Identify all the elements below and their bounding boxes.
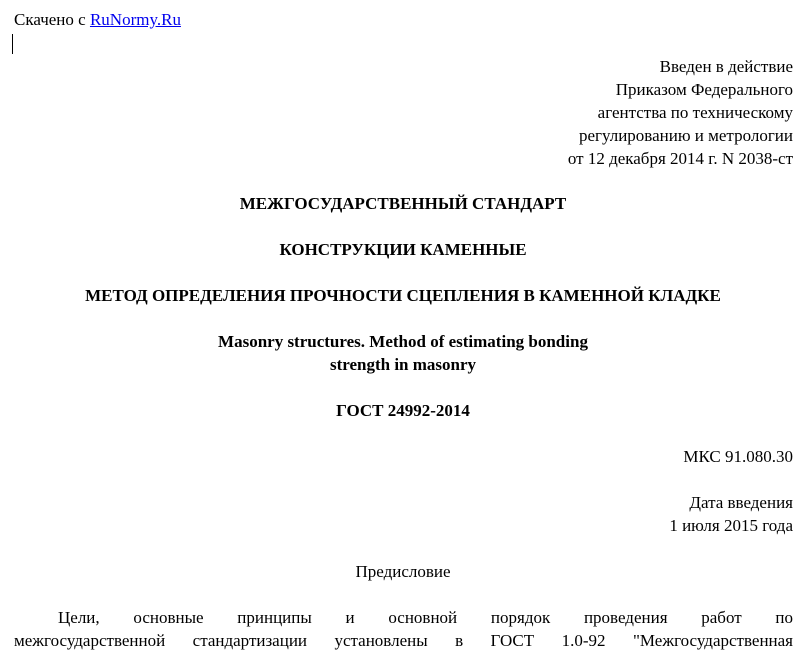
enactment-line-3: агентства по техническому — [597, 103, 793, 122]
foreword-text-2: межгосударственной стандартизации установлены в ГОСТ 1.0-92 "Межгосударственная — [14, 631, 793, 650]
runormy-link[interactable]: RuNormy.Ru — [89, 10, 181, 29]
english-title-line-1: Masonry structures. Method of estimating bonding — [218, 332, 588, 351]
english-title-line-2: strength in masonry — [329, 355, 477, 374]
enactment-line-1: Введен в действие — [659, 57, 793, 76]
download-prefix: Скачено с — [14, 10, 90, 29]
standard-subject-title: КОНСТРУКЦИИ КАМЕННЫЕ — [279, 240, 527, 259]
gost-code: ГОСТ 24992-2014 — [336, 401, 470, 420]
enactment-line-4: регулированию и метрологии — [578, 126, 793, 145]
standard-method-title: МЕТОД ОПРЕДЕЛЕНИЯ ПРОЧНОСТИ СЦЕПЛЕНИЯ В КАМЕННОЙ КЛАДКЕ — [85, 286, 721, 305]
foreword-heading: Предисловие — [355, 562, 451, 581]
standard-kind-title: МЕЖГОСУДАРСТВЕННЫЙ СТАНДАРТ — [239, 194, 567, 213]
mks-code: МКС 91.080.30 — [683, 447, 793, 466]
enactment-line-2: Приказом Федерального — [615, 80, 793, 99]
intro-date-value: 1 июля 2015 года — [669, 516, 793, 535]
intro-date-label: Дата введения — [689, 493, 793, 512]
text-cursor — [12, 34, 13, 54]
download-source — [14, 8, 181, 31]
enactment-line-5: от 12 декабря 2014 г. N 2038-ст — [567, 149, 793, 168]
foreword-paragraph-line-1 — [14, 606, 793, 629]
foreword-text-1: Цели, основные принципы и основной порядок проведения работ по — [58, 608, 793, 627]
foreword-paragraph-line-2 — [14, 629, 793, 650]
